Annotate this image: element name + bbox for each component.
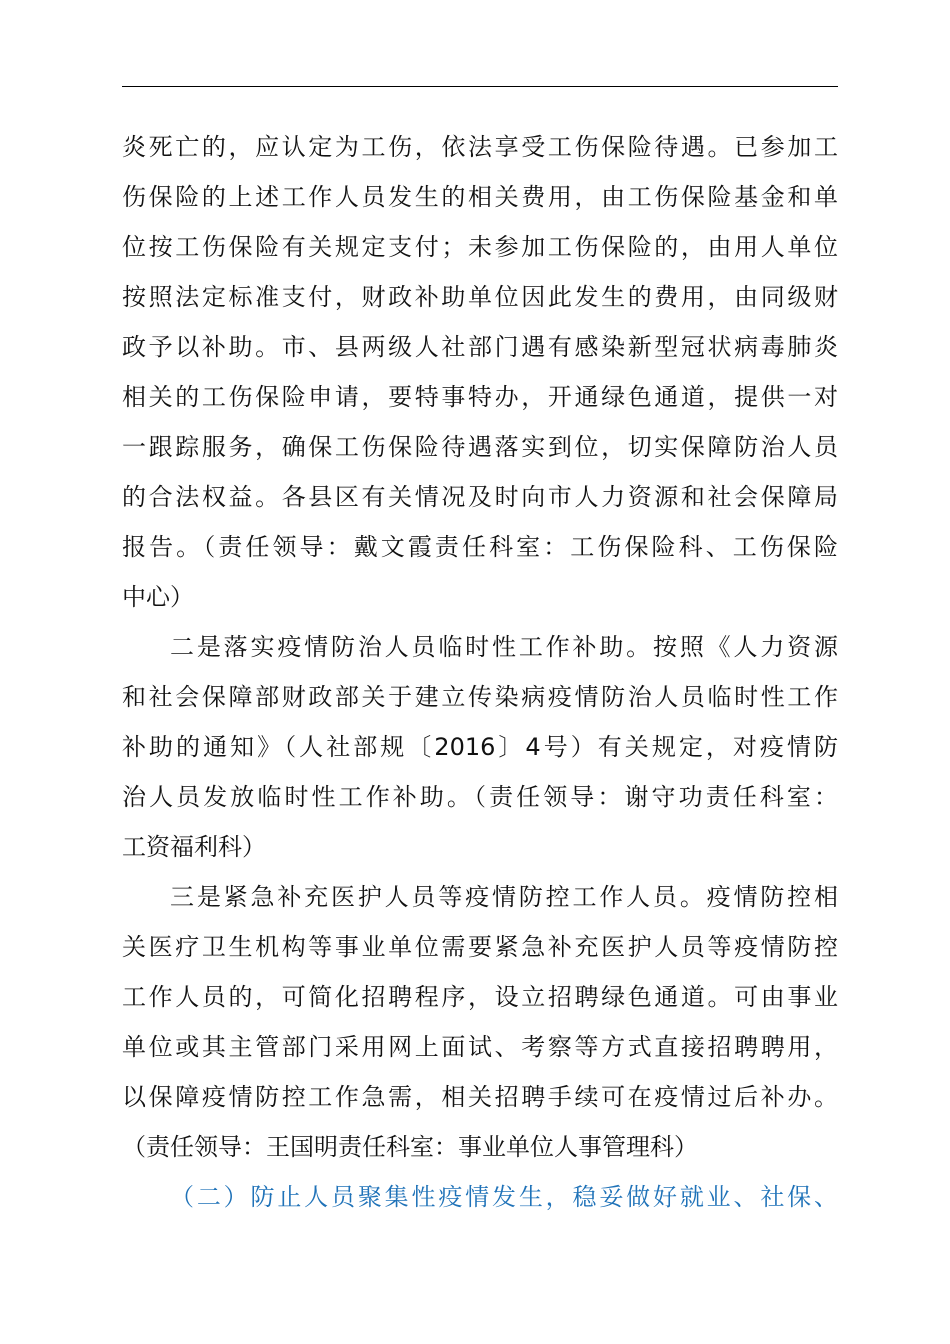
text-line: 补助的通知》（人社部规〔2016〕4号）有关规定，对疫情防 (122, 733, 838, 761)
paragraph-two (122, 622, 838, 872)
text-line: 三是紧急补充医护人员等疫情防控工作人员。疫情防控相 (170, 883, 838, 911)
text-line: 和社会保障部财政部关于建立传染病疫情防治人员临时性工作 (122, 683, 838, 711)
text-line: 报告。（责任领导：戴文霞责任科室：工伤保险科、工伤保险 (122, 533, 838, 561)
document-body (122, 122, 838, 1222)
text-line: 相关的工伤保险申请，要特事特办，开通绿色通道，提供一对 (122, 383, 838, 411)
paragraph-continued (122, 122, 838, 622)
text-line: 政予以补助。市、县两级人社部门遇有感染新型冠状病毒肺炎 (122, 333, 838, 361)
text-line: 位按工伤保险有关规定支付；未参加工伤保险的，由用人单位 (122, 233, 838, 261)
text-line: 的合法权益。各县区有关情况及时向市人力资源和社会保障局 (122, 483, 838, 511)
text-line: 工资福利科） (122, 833, 266, 861)
text-line: 按照法定标准支付，财政补助单位因此发生的费用，由同级财 (122, 283, 838, 311)
text-line: 单位或其主管部门采用网上面试、考察等方式直接招聘聘用， (122, 1033, 838, 1061)
text-line: 一跟踪服务，确保工伤保险待遇落实到位，切实保障防治人员 (122, 433, 838, 461)
text-line: 二是落实疫情防治人员临时性工作补助。按照《人力资源 (170, 633, 838, 661)
text-line: 关医疗卫生机构等事业单位需要紧急补充医护人员等疫情防控 (122, 933, 838, 961)
text-line: 治人员发放临时性工作补助。（责任领导：谢守功责任科室： (122, 783, 838, 811)
text-line: 伤保险的上述工作人员发生的相关费用，由工伤保险基金和单 (122, 183, 838, 211)
text-line: 工作人员的，可简化招聘程序，设立招聘绿色通道。可由事业 (122, 983, 838, 1011)
text-line: （责任领导：王国明责任科室：事业单位人事管理科） (122, 1133, 698, 1161)
text-line: 以保障疫情防控工作急需，相关招聘手续可在疫情过后补办。 (122, 1083, 838, 1111)
text-line: 炎死亡的，应认定为工伤，依法享受工伤保险待遇。已参加工 (122, 133, 838, 161)
header-rule (122, 86, 838, 87)
section-heading: （二）防止人员聚集性疫情发生，稳妥做好就业、社保、 (170, 1183, 838, 1211)
paragraph-three (122, 872, 838, 1172)
text-line: 中心） (122, 583, 194, 611)
